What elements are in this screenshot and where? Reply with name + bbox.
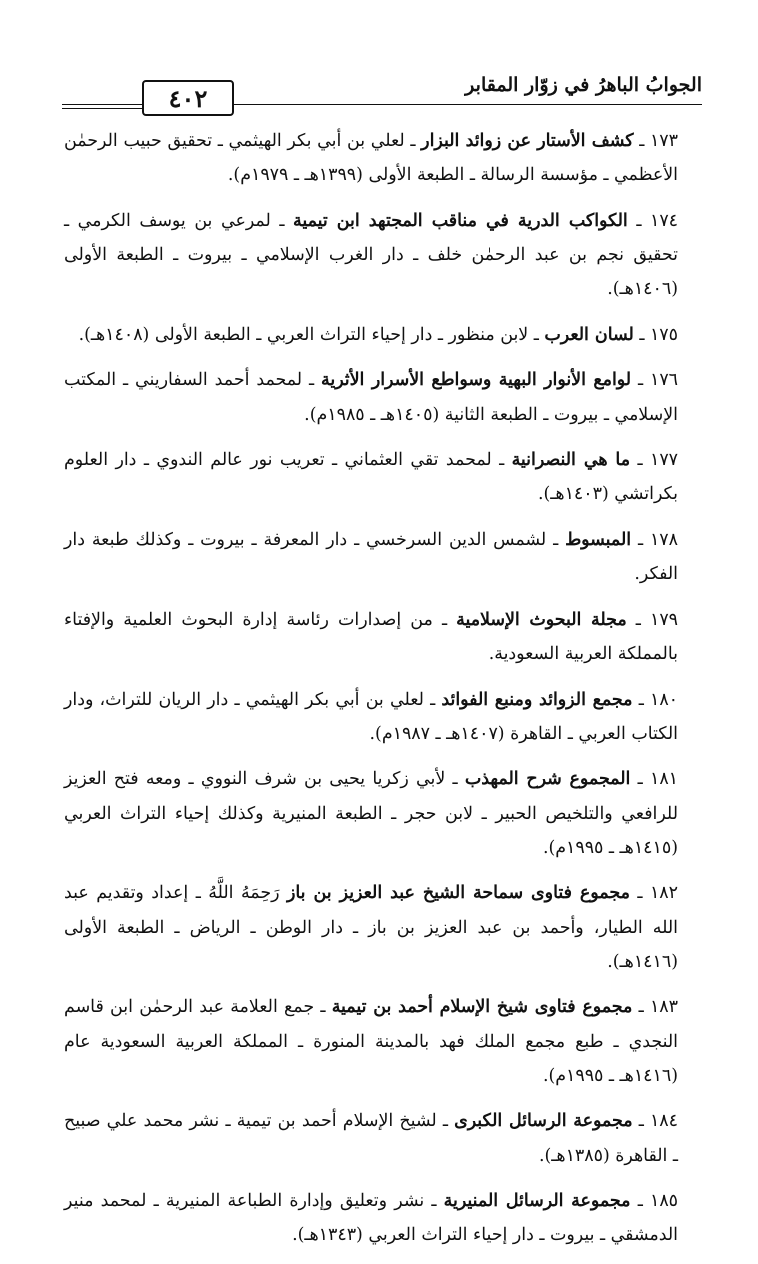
page-number-box bbox=[142, 80, 234, 116]
bibliography-entry bbox=[64, 876, 678, 979]
bibliography-entry bbox=[64, 204, 678, 307]
entry-number: ١٧٥ ـ bbox=[639, 324, 678, 345]
entry-details: ـ لشيخ الإسلام أحمد بن تيمية ـ نشر محمد علي صبيح ـ القاهرة (١٣٨٥هـ). bbox=[64, 1111, 678, 1166]
entry-number: ١٧٨ ـ bbox=[637, 529, 678, 550]
entry-title: مجموع فتاوى سماحة الشيخ عبد العزيز بن باز bbox=[286, 883, 630, 904]
entry-number: ١٧٧ ـ bbox=[637, 450, 679, 471]
bibliography-entry bbox=[64, 683, 678, 751]
bibliography-entry bbox=[64, 1184, 678, 1252]
entry-title: مجموعة الرسائل الكبرى bbox=[454, 1111, 633, 1132]
entry-number: ١٨٤ ـ bbox=[638, 1111, 678, 1132]
entry-details: ـ لمحمد أحمد السفاريني ـ المكتب الإسلامي ـ بيروت ـ الطبعة الثانية (١٤٠٥هـ ـ ١٩٨٥م). bbox=[64, 370, 678, 425]
entry-details: ـ لمحمد تقي العثماني ـ تعريب نور عالم الندوي ـ دار العلوم بكراتشي (١٤٠٣هـ). bbox=[64, 450, 678, 505]
entry-number: ١٨٠ ـ bbox=[638, 689, 679, 710]
entry-number: ١٨٣ ـ bbox=[638, 997, 678, 1018]
page-header bbox=[62, 68, 702, 116]
entry-details: ـ لأبي زكريا يحيى بن شرف النووي ـ ومعه فتح العزيز للرافعي والتلخيص الحبير ـ لابن حجر ـ الطبعة المنيرية وكذلك إحياء التراث العربي (١٤١٥هـ ـ ١٩٩٥م). bbox=[64, 769, 678, 858]
entry-details: ـ لعلي بن أبي بكر الهيثمي ـ دار الريان للتراث، ودار الكتاب العربي ـ القاهرة (١٤٠٧هـ ـ ١٩٨٧م). bbox=[64, 689, 678, 744]
entry-title: مجموع فتاوى شيخ الإسلام أحمد بن تيمية bbox=[331, 997, 633, 1018]
bibliography-entry bbox=[64, 990, 678, 1093]
entry-details: ـ نشر وتعليق وإدارة الطباعة المنيرية ـ لمحمد منير الدمشقي ـ بيروت ـ دار إحياء التراث العربي (١٣٤٣هـ). bbox=[64, 1191, 678, 1246]
entry-number: ١٨٥ ـ bbox=[637, 1191, 679, 1212]
entry-details: رَحِمَهُ اللَّهُ ـ إعداد وتقديم عبد الله الطيار، وأحمد بن عبد العزيز بن باز ـ دار الوطن ـ الرياض ـ الطبعة الأولى (١٤١٦هـ). bbox=[64, 883, 678, 972]
entry-number: ١٧٣ ـ bbox=[639, 131, 678, 151]
bibliography-entry bbox=[64, 124, 678, 192]
bibliography-entry bbox=[64, 318, 678, 352]
entry-number: ١٧٩ ـ bbox=[635, 609, 679, 630]
entry-details: ـ لشمس الدين السرخسي ـ دار المعرفة ـ بيروت ـ وكذلك طبعة دار الفكر. bbox=[64, 529, 678, 585]
entry-title: لوامع الأنوار البهية وسواطع الأسرار الأثرية bbox=[321, 370, 632, 391]
bibliography-entry bbox=[64, 363, 678, 431]
bibliography-entry bbox=[64, 443, 678, 511]
bibliography-entry bbox=[64, 1104, 678, 1172]
entry-title: مجمع الزوائد ومنبع الفوائد bbox=[441, 689, 633, 710]
entry-number: ١٨١ ـ bbox=[637, 769, 679, 790]
entry-details: ـ من إصدارات رئاسة إدارة البحوث العلمية والإفتاء بالمملكة العربية السعودية. bbox=[64, 609, 678, 664]
entry-details: ـ لعلي بن أبي بكر الهيثمي ـ تحقيق حبيب الرحمٰن الأعظمي ـ مؤسسة الرسالة ـ الطبعة الأولى (١٣٩٩هـ ـ ١٩٧٩م). bbox=[64, 131, 678, 186]
bibliography-list bbox=[64, 124, 678, 1264]
entry-title: المجموع شرح المهذب bbox=[464, 769, 631, 790]
entry-title: لسان العرب bbox=[544, 324, 634, 345]
page-number: ٤٠٢ bbox=[168, 83, 208, 113]
entry-title: الكواكب الدرية في مناقب المجتهد ابن تيمية bbox=[293, 210, 628, 231]
entry-details: ـ جمع العلامة عبد الرحمٰن ابن قاسم النجدي ـ طبع مجمع الملك فهد بالمدينة المنورة ـ المملكة العربية السعودية عام (١٤١٦هـ ـ ١٩٩٥م). bbox=[64, 997, 678, 1086]
entry-title: المبسوط bbox=[565, 529, 632, 550]
entry-details: ـ لمرعي بن يوسف الكرمي ـ تحقيق نجم بن عبد الرحمٰن خلف ـ دار الغرب الإسلامي ـ بيروت ـ الطبعة الأولى (١٤٠٦هـ). bbox=[64, 210, 678, 300]
entry-title: ما هي النصرانية bbox=[511, 450, 631, 471]
entry-number: ١٨٢ ـ bbox=[637, 883, 678, 904]
bibliography-entry bbox=[64, 762, 678, 865]
entry-title: مجموعة الرسائل المنيرية bbox=[443, 1191, 631, 1212]
bibliography-entry bbox=[64, 603, 678, 671]
entry-title: كشف الأستار عن زوائد البزار bbox=[421, 131, 634, 151]
entry-number: ١٧٦ ـ bbox=[637, 370, 679, 391]
bibliography-entry bbox=[64, 523, 678, 591]
running-title: الجوابُ الباهرُ في زوّار المقابر bbox=[459, 74, 702, 96]
entry-title: مجلة البحوث الإسلامية bbox=[456, 609, 627, 630]
entry-details: ـ لابن منظور ـ دار إحياء التراث العربي ـ الطبعة الأولى (١٤٠٨هـ). bbox=[78, 324, 545, 345]
entry-number: ١٧٤ ـ bbox=[636, 210, 679, 231]
